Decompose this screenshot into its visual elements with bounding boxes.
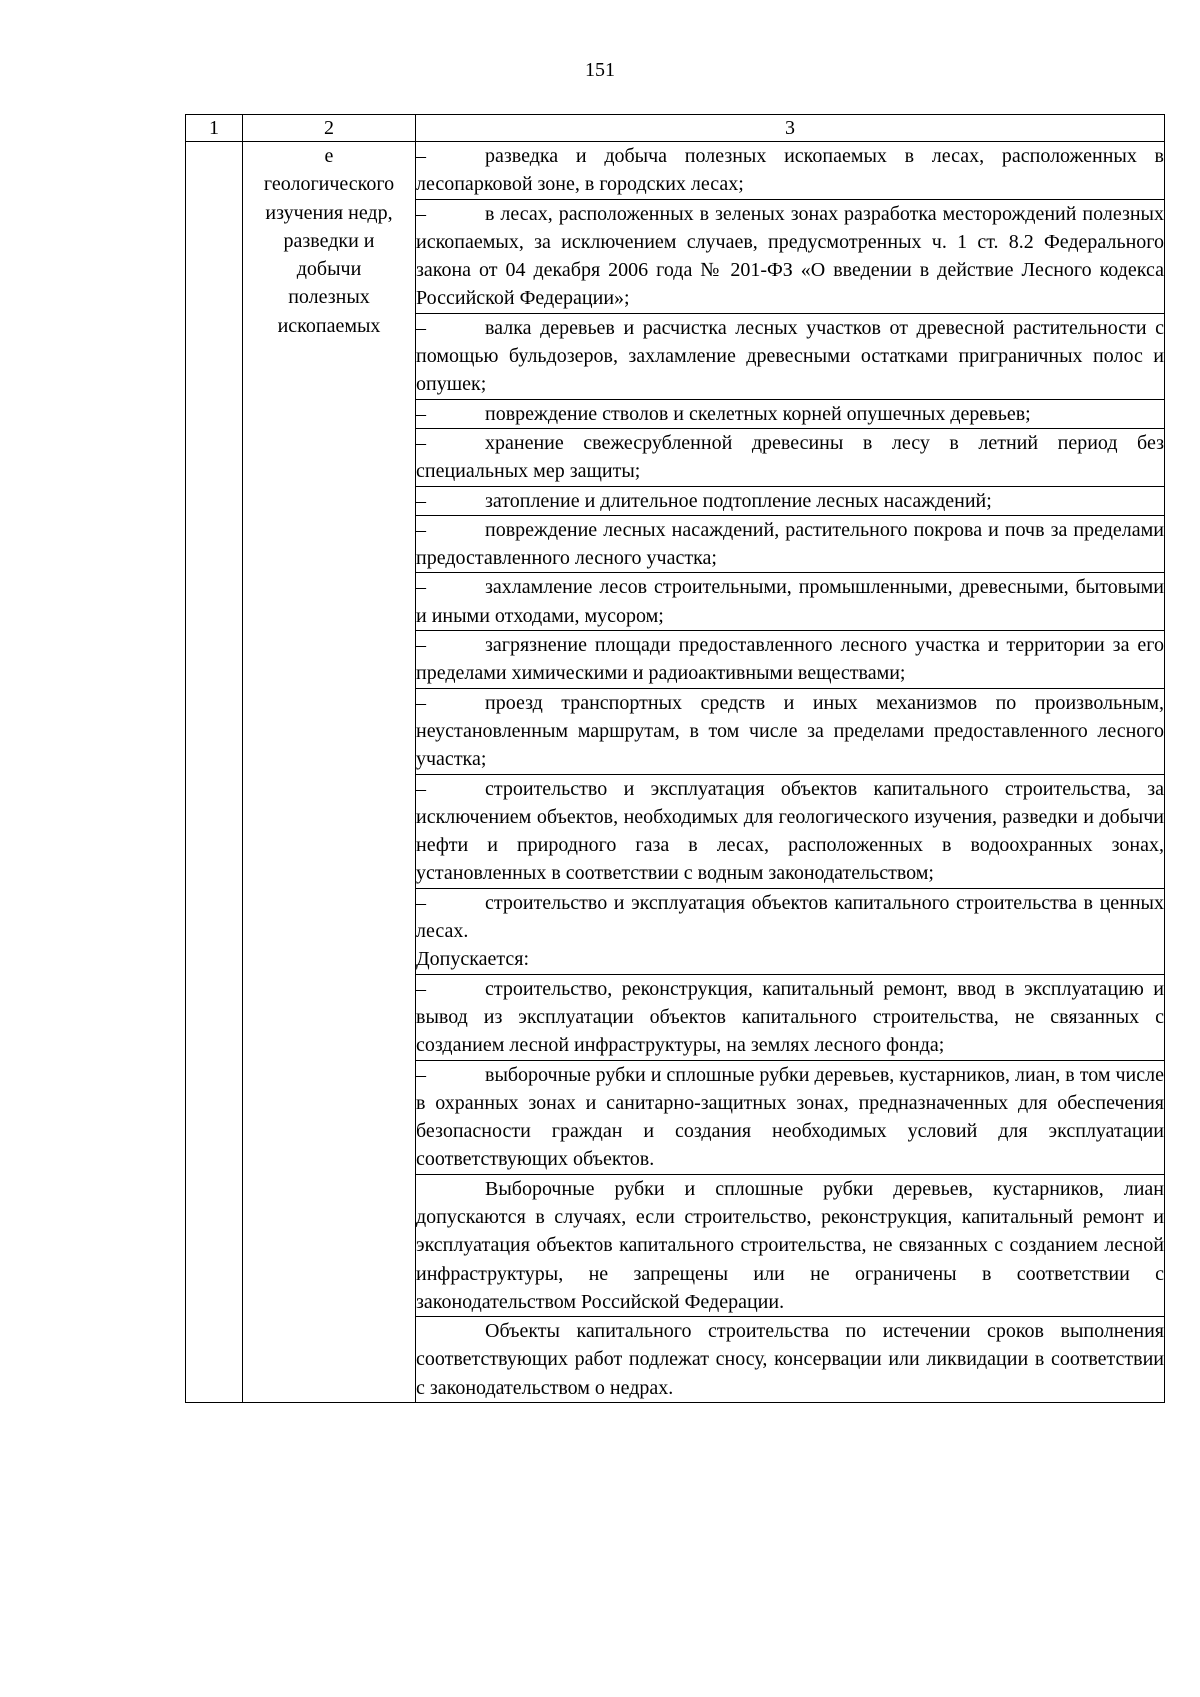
document-table [185, 114, 1165, 1403]
page-number: 151 [585, 59, 615, 81]
table-header-row [186, 115, 1165, 142]
dash-marker: – [416, 431, 426, 454]
activity-type-line: ископаемых [277, 314, 381, 337]
column-header-2: 2 [243, 115, 416, 142]
dash-marker: – [416, 891, 426, 914]
dash-marker: – [416, 977, 426, 1000]
prohibition-item [416, 775, 1164, 889]
activity-type-line: изучения недр, [265, 201, 393, 224]
prohibition-text: повреждение лесных насаждений, растительного покрова и почв за пределами предоставленного лесного участка; [416, 518, 1164, 570]
activity-type-line: полезных [288, 286, 370, 309]
allowed-heading: Допускается: [416, 945, 1164, 974]
prohibition-text: строительство и эксплуатация объектов капитального строительства, за исключением объектов, необходимых для геологического изучения, разведки и добычи нефти и природного газа в лесах, расположенных в водоохранных зонах, установленных в соответствии с водным законодательством; [416, 777, 1164, 885]
column-header-1: 1 [186, 115, 243, 142]
prohibition-item [416, 689, 1164, 775]
dash-marker: – [416, 691, 426, 714]
prohibition-item [416, 429, 1164, 487]
activity-type-line: разведки и [283, 229, 375, 252]
prohibition-text: разведка и добыча полезных ископаемых в лесах, расположенных в лесопарковой зоне, в городских лесах; [416, 145, 1164, 196]
prohibition-text: загрязнение площади предоставленного лесного участка и территории за его пределами химическими и радиоактивными веществами; [416, 634, 1164, 685]
prohibition-item [416, 400, 1164, 429]
paragraph [416, 1317, 1164, 1402]
prohibition-text: валка деревьев и расчистка лесных участков от древесной растительности с помощью бульдозеров, захламление древесными остатками приграничных полос и опушек; [416, 316, 1164, 396]
column-1-cell [186, 142, 243, 1403]
activity-type-cell [243, 142, 416, 1403]
prohibition-item [416, 487, 1164, 516]
dash-marker: – [416, 489, 426, 512]
table-row [186, 142, 1165, 1403]
prohibition-text: проезд транспортных средств и иных механизмов по произвольным, неустановленным маршрутам, в том числе за пределами предоставленного лесного участка; [416, 691, 1164, 771]
dash-marker: – [416, 634, 426, 657]
paragraph-text: Выборочные рубки и сплошные рубки деревьев, кустарников, лиан допускаются в случаях, если строительство, реконструкция, капитальный ремонт и эксплуатация объектов капитального строительства, не связанных с созданием лесной инфраструктуры, не запрещены или не ограничены в соответствии с законодательством Российской Федерации. [416, 1177, 1164, 1313]
prohibition-item [416, 631, 1164, 689]
allowed-text: выборочные рубки и сплошные рубки деревьев, кустарников, лиан, в том числе в охранных зонах и санитарно-защитных зонах, предназначенных для обеспечения безопасности граждан и создания необходимых условий для эксплуатации соответствующих объектов. [416, 1063, 1164, 1171]
allowed-item [416, 1061, 1164, 1175]
prohibition-item [416, 314, 1164, 400]
prohibition-item [416, 573, 1164, 631]
dash-marker: – [416, 576, 426, 599]
dash-marker: – [416, 316, 426, 339]
activity-type-line: е [324, 145, 334, 167]
paragraph-text: Объекты капитального строительства по истечении сроков выполнения соответствующих работ подлежат сносу, консервации или ликвидации в соответствии с законодательством о недрах. [416, 1320, 1164, 1399]
prohibition-text: в лесах, расположенных в зеленых зонах разработка месторождений полезных ископаемых, за исключением случаев, предусмотренных ч. 1 ст. 8.2 Федерального закона от 04 декабря 2006 года № 201-ФЗ «О введении в действие Лесного кодекса Российской Федерации»; [416, 202, 1164, 310]
prohibition-item [416, 200, 1164, 314]
dash-marker: – [416, 1063, 426, 1086]
dash-marker: – [416, 202, 426, 225]
prohibition-item [416, 516, 1164, 574]
paragraph [416, 1175, 1164, 1317]
prohibition-text: затопление и длительное подтопление лесных насаждений; [485, 489, 992, 512]
dash-marker: – [416, 402, 426, 425]
activity-type-line: геологического [263, 173, 395, 196]
prohibition-text: строительство и эксплуатация объектов капитального строительства в ценных лесах. [416, 891, 1164, 943]
dash-marker: – [416, 145, 426, 167]
allowed-text: строительство, реконструкция, капитальный ремонт, ввод в эксплуатацию и вывод из эксплуатации объектов капитального строительства, не связанных с созданием лесной инфраструктуры, на землях лесного фонда; [416, 977, 1164, 1057]
allowed-item [416, 975, 1164, 1061]
prohibition-item [416, 142, 1164, 200]
prohibition-item [416, 889, 1164, 946]
column-header-3: 3 [416, 115, 1165, 142]
activity-type-line: добычи [296, 258, 362, 281]
requirements-cell [416, 142, 1165, 1403]
prohibition-text: повреждение стволов и скелетных корней опушечных деревьев; [485, 402, 1031, 425]
dash-marker: – [416, 777, 426, 800]
prohibition-text: захламление лесов строительными, промышленными, древесными, бытовыми и иными отходами, мусором; [416, 576, 1164, 627]
prohibition-text: хранение свежесрубленной древесины в лесу в летний период без специальных мер защиты; [416, 431, 1164, 483]
dash-marker: – [416, 518, 426, 541]
